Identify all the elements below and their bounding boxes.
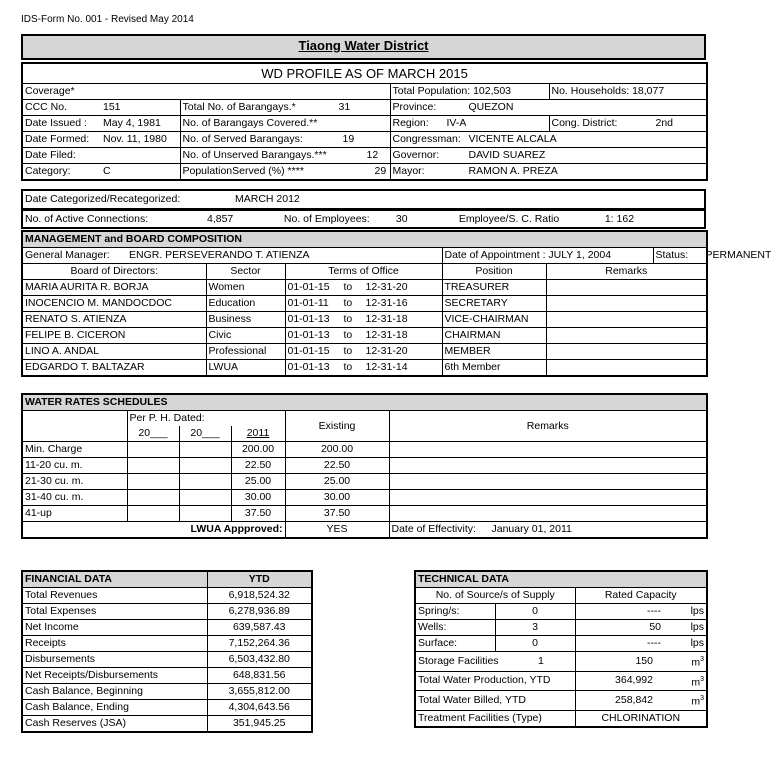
springs-unit: lps [663,604,707,620]
financial-row [22,636,312,652]
appointment-status-value: Status: PERMANENT [653,248,706,263]
springs-label: Spring/s: [415,604,495,620]
board-member-name: MARIA AURITA R. BORJA [22,280,206,296]
financial-row [22,620,312,636]
board-member-sector: Professional [206,344,285,360]
financial-label: Cash Reserves (JSA) [22,716,207,733]
barangays-covered: No. of Barangays Covered.** [180,116,390,132]
financial-value: 6,918,524.32 [207,588,312,604]
financial-value: 648,831.56 [207,668,312,684]
billed-unit: $m^3$ [663,691,707,711]
households: No. Households: 18,077 [549,84,707,100]
financial-row [22,668,312,684]
financial-table [21,570,313,733]
year-1: 20___ [127,426,179,442]
rate-year-2 [179,442,231,458]
coverage-label: Coverage* [22,84,390,100]
rate-year-3: 25.00 [231,474,285,490]
board-member-position: MEMBER [442,344,546,360]
profile-table [21,62,708,181]
board-member-remarks [546,312,707,328]
board-member-term: 01-01-15 to 12-31-20 [285,280,442,296]
financial-label: Cash Balance, Ending [22,700,207,716]
financial-value: 4,304,643.56 [207,700,312,716]
board-member-remarks [546,360,707,377]
per-ph-dated: Per P. H. Dated: [127,411,285,427]
board-member-sector: Education [206,296,285,312]
date-of-appointment: Date of Appointment : JULY 1, 2004 [444,249,612,261]
wells-capacity: 50 [575,620,663,636]
date-of-effectivity: Date of Effectivity: January 01, 2011 [389,522,707,539]
rate-existing: 25.00 [285,474,389,490]
date-issued: Date Issued : May 4, 1981 [22,116,180,132]
surface-capacity: ---- [575,636,663,652]
board-member-row [22,296,707,312]
board-member-position: 6th Member [442,360,546,377]
production-label: Total Water Production, YTD [415,671,575,691]
served-barangays: No. of Served Barangays: 19 [180,132,390,148]
board-member-sector: Civic [206,328,285,344]
rate-year-3: 22.50 [231,458,285,474]
board-member-sector: Women [206,280,285,296]
rate-label: 31-40 cu. m. [22,490,127,506]
ccc-no: CCC No. 151 [22,100,180,116]
population-served: PopulationServed (%) **** 29 [180,164,390,181]
rate-remarks [389,442,707,458]
rate-row [22,506,707,522]
connections-row: No. of Active Connections: 4,857 No. of Employees: 30 Employee/S. C. Ratio 1: 162 [25,212,635,225]
board-member-name: FELIPE B. CICERON [22,328,206,344]
rate-year-1 [127,442,179,458]
rate-year-3: 30.00 [231,490,285,506]
ytd-header: YTD [207,571,312,588]
financial-value: 6,503,432.80 [207,652,312,668]
rate-year-1 [127,458,179,474]
lwua-approved: YES [285,522,389,539]
congressman: Congressman: VICENTE ALCALA [390,132,707,148]
financial-title: FINANCIAL DATA [22,571,207,588]
board-member-remarks [546,280,707,296]
board-member-row [22,360,707,377]
rate-remarks [389,490,707,506]
date-formed: Date Formed: Nov. 11, 1980 [22,132,180,148]
board-member-name: RENATO S. ATIENZA [22,312,206,328]
financial-row [22,700,312,716]
rates-blank-header [22,411,127,442]
board-member-row [22,312,707,328]
wells-count: 3 [495,620,575,636]
rate-row [22,474,707,490]
storage-capacity: 150 [575,652,663,672]
board-member-position: SECRETARY [442,296,546,312]
treatment-value: CHLORINATION [575,710,707,727]
financial-row [22,684,312,700]
rate-year-3: 37.50 [231,506,285,522]
production-unit: $m^3$ [663,671,707,691]
financial-label: Receipts [22,636,207,652]
province: Province: QUEZON [390,100,707,116]
financial-row [22,588,312,604]
district-name: Tiaong Water District [298,38,429,53]
category: Category: C [22,164,180,181]
rate-year-2 [179,490,231,506]
sector-header: Sector [206,264,285,280]
financial-value: 351,945.25 [207,716,312,733]
board-member-name: LINO A. ANDAL [22,344,206,360]
board-member-name: EDGARDO T. BALTAZAR [22,360,206,377]
unserved-barangays: No. of Unserved Barangays.*** 12 [180,148,390,164]
board-member-term: 01-01-15 to 12-31-20 [285,344,442,360]
board-header: Board of Directors: [22,264,206,280]
sources-header: No. of Source/s of Supply [415,588,575,604]
board-member-row [22,280,707,296]
financial-row [22,652,312,668]
financial-row [22,604,312,620]
total-barangays: Total No. of Barangays.* 31 [180,100,390,116]
rate-remarks [389,506,707,522]
board-member-remarks [546,328,707,344]
rates-remarks-header: Remarks [389,411,707,442]
board-member-sector: Business [206,312,285,328]
surface-label: Surface: [415,636,495,652]
surface-count: 0 [495,636,575,652]
appointment-status [442,248,771,264]
surface-unit: lps [663,636,707,652]
financial-label: Disbursements [22,652,207,668]
total-population: Total Population: 102,503 [390,84,549,100]
lwua-approved-label: LWUA Appproved: [22,522,285,539]
production-value: 364,992 [575,671,663,691]
position-header: Position [442,264,546,280]
rate-row [22,442,707,458]
board-member-term: 01-01-13 to 12-31-18 [285,328,442,344]
board-member-name: INOCENCIO M. MANDOCDOC [22,296,206,312]
connections-table [21,209,706,229]
financial-label: Total Revenues [22,588,207,604]
terms-header: Terms of Office [285,264,442,280]
board-member-sector: LWUA [206,360,285,377]
profile-title: WD PROFILE AS OF MARCH 2015 [22,63,707,84]
rate-existing: 30.00 [285,490,389,506]
rate-year-2 [179,506,231,522]
rate-year-3: 200.00 [231,442,285,458]
categorized-table [21,189,706,210]
financial-label: Total Expenses [22,604,207,620]
remarks-header: Remarks [546,264,707,280]
date-categorized: Date Categorized/Recategorized: MARCH 2012 [25,193,300,205]
existing-header: Existing [285,411,389,442]
rate-remarks [389,458,707,474]
year-2: 20___ [179,426,231,442]
rate-label: 21-30 cu. m. [22,474,127,490]
board-member-term: 01-01-13 to 12-31-14 [285,360,442,377]
board-member-remarks [546,344,707,360]
storage-unit: $m^3$ [663,652,707,672]
rate-row [22,490,707,506]
rate-year-1 [127,506,179,522]
billed-label: Total Water Billed, YTD [415,691,575,711]
district-title [21,34,706,60]
treatment-label: Treatment Facilities (Type) [415,710,575,727]
financial-row [22,716,312,733]
wells-unit: lps [663,620,707,636]
springs-count: 0 [495,604,575,620]
year-3: 2011 [231,426,285,442]
rate-row [22,458,707,474]
rate-label: 41-up [22,506,127,522]
management-title: MANAGEMENT and BOARD COMPOSITION [22,231,707,248]
rate-existing: 37.50 [285,506,389,522]
billed-value: 258,842 [575,691,663,711]
financial-label: Cash Balance, Beginning [22,684,207,700]
board-member-position: VICE-CHAIRMAN [442,312,546,328]
storage-facilities: Storage Facilities 1 [415,652,575,672]
water-rates-table [21,393,708,539]
rate-label: Min. Charge [22,442,127,458]
board-member-term: 01-01-13 to 12-31-18 [285,312,442,328]
financial-value: 7,152,264.36 [207,636,312,652]
board-member-term: 01-01-11 to 12-31-16 [285,296,442,312]
cong-district: Cong. District: 2nd [549,116,707,132]
form-number: IDS-Form No. 001 - Revised May 2014 [21,14,194,25]
technical-table [414,570,708,728]
rate-label: 11-20 cu. m. [22,458,127,474]
rate-existing: 22.50 [285,458,389,474]
general-manager: General Manager: ENGR. PERSEVERANDO T. ATIENZA [22,248,442,264]
capacity-header: Rated Capacity [575,588,707,604]
board-member-remarks [546,296,707,312]
board-member-row [22,344,707,360]
rate-year-1 [127,474,179,490]
rate-remarks [389,474,707,490]
region: Region: IV-A [390,116,549,132]
mayor: Mayor: RAMON A. PREZA [390,164,707,181]
financial-value: 639,587.43 [207,620,312,636]
board-member-position: CHAIRMAN [442,328,546,344]
wells-label: Wells: [415,620,495,636]
date-filed: Date Filed: [22,148,180,164]
financial-value: 6,278,936.89 [207,604,312,620]
springs-capacity: ---- [575,604,663,620]
governor: Governor: DAVID SUAREZ [390,148,707,164]
rate-year-2 [179,474,231,490]
board-member-position: TREASURER [442,280,546,296]
management-table [21,230,771,377]
rate-year-2 [179,458,231,474]
rate-year-1 [127,490,179,506]
rate-existing: 200.00 [285,442,389,458]
financial-label: Net Receipts/Disbursements [22,668,207,684]
technical-title: TECHNICAL DATA [415,571,707,588]
financial-label: Net Income [22,620,207,636]
board-member-row [22,328,707,344]
water-rates-title: WATER RATES SCHEDULES [22,394,707,411]
financial-value: 3,655,812.00 [207,684,312,700]
